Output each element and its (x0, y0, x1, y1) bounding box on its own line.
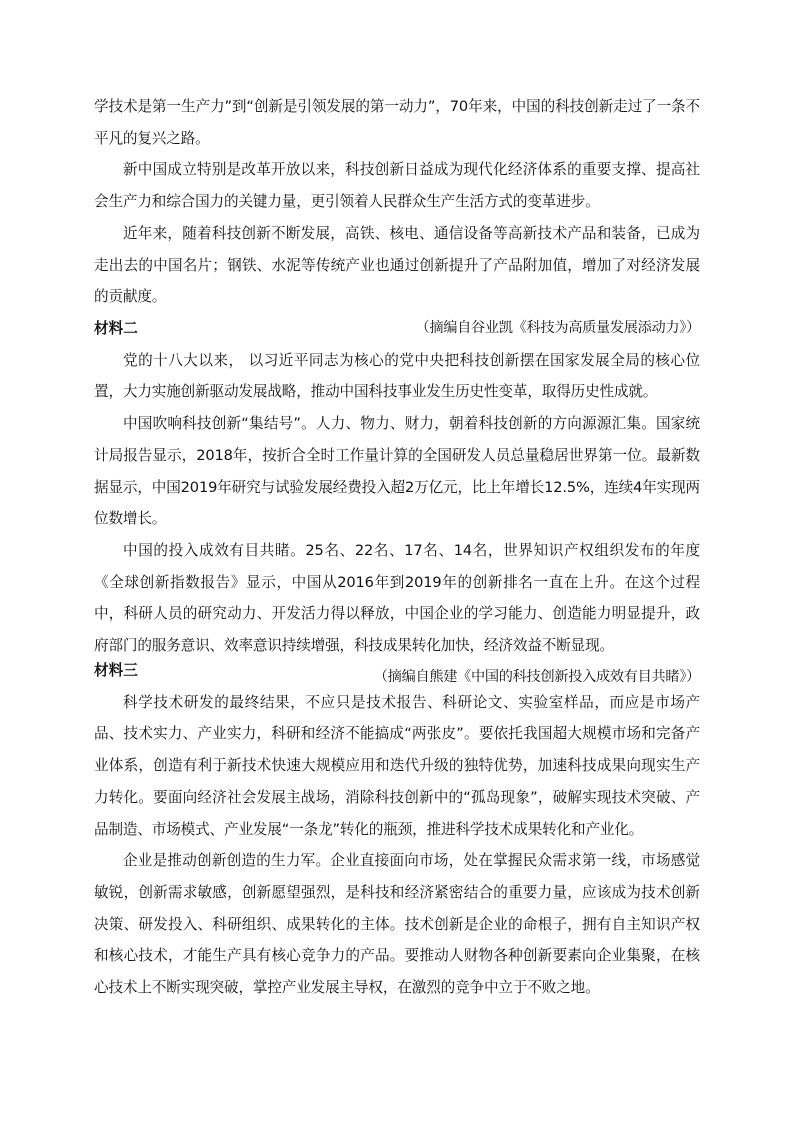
material-2-paragraph-2: 中国吹响科技创新“集结号”。人力、物力、财力，朝着科技创新的方向源源汇集。国家统计局报告显示，2018年，按折合全时工作量计算的全国研发人员总量稳居世界第一位。最新数据显示，中国2019年研究与试验发展经费投入超2万亿元，比上年增长12.5%，连续4年实现两位数增长。 (94, 415, 700, 528)
material-1-section (94, 91, 700, 345)
material-3-paragraph-2: 企业是推动创新创造的生力军。企业直接面向市场，处在掌握民众需求第一线，市场感觉敏锐，创新需求敏感，创新愿望强烈，是科技和经济紧密结合的重要力量，应该成为技术创新决策、研发投入、科研组织、成果转化的主体。技术创新是企业的命根子，拥有自主知识产权和核心技术，才能生产具有核心竞争力的产品。要推动人财物各种创新要素向企业集聚，在核心技术上不断实现突破，掌控产业发展主导权，在激烈的竞争中立于不败之地。 (94, 852, 700, 997)
material-2-paragraph-3: 中国的投入成效有目共睹。25名、22名、17名、14名，世界知识产权组织发布的年度《全球创新指数报告》显示，中国从2016年到2019年的创新排名一直在上升。在这个过程中，科研人员的研究动力、开发活力得以释放，中国企业的学习能力、创造能力明显提升，政府部门的服务意识、效率意识持续增强，科技成果转化加快，经济效益不断显现。 (94, 541, 700, 655)
material-2-section (94, 313, 700, 693)
material-2-source: （摘编自熊建《中国的科技创新投入成效有目共睹》） (373, 668, 700, 685)
material-2-heading: 材料二 (94, 320, 138, 337)
material-1-paragraph-3: 近年来，随着科技创新不断发展，高铁、核电、通信设备等高新技术产品和装备，已成为走出去的中国名片；钢铁、水泥等传统产业也通过创新提升了产品附加值，增加了对经济发展的贡献度。 (94, 224, 700, 306)
material-3-heading: 材料三 (94, 662, 138, 679)
material-1-paragraph-2: 新中国成立特别是改革开放以来，科技创新日益成为现代化经济体系的重要支撑、提高社会生产力和综合国力的关键力量，更引领着人民群众生产生活方式的变革进步。 (94, 161, 700, 211)
material-3-paragraph-1: 科学技术研发的最终结果，不应只是技术报告、科研论文、实验室样品，而应是市场产品、技术实力、产业实力，科研和经济不能搞成“两张皮”。要依托我国超大规模市场和完备产业体系，创造有利于新技术快速大规模应用和迭代升级的独特优势，加速科技成果向现实生产力转化。要面向经济社会发展主战场，消除科技创新中的“孤岛现象”，破解实现技术突破、产品制造、市场模式、产业发展“一条龙”转化的瓶颈，推进科学技术成果转化和产业化。 (94, 693, 700, 838)
material-3-section (94, 655, 700, 1004)
material-1-paragraph-1: 学技术是第一生产力”到“创新是引领发展的第一动力”，70年来，中国的科技创新走过了一条不平凡的复兴之路。 (94, 98, 700, 147)
material-2-paragraph-1: 党的十八大以来， 以习近平同志为核心的党中央把科技创新摆在国家发展全局的核心位置，大力实施创新驱动发展战略，推动中国科技事业发生历史性变革，取得历史性成就。 (94, 351, 700, 401)
material-1-source: （摘编自谷业凯《科技为高质量发展添动力》） (415, 319, 700, 336)
